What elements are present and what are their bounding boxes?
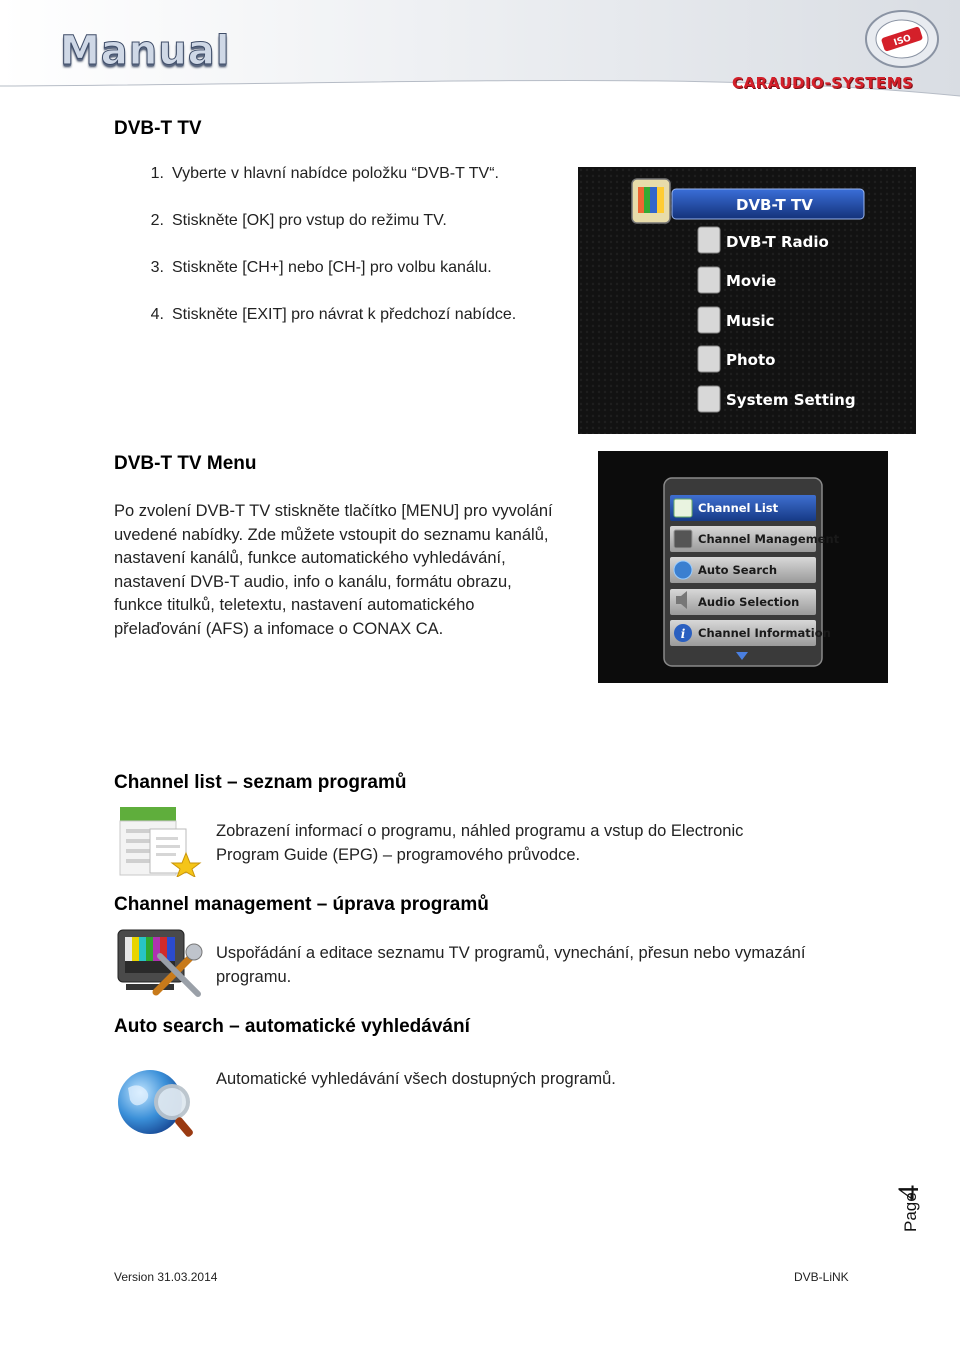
list-icon — [674, 499, 692, 517]
para-line: Zobrazení informací o programu, náhled programu a vstup do Electronic — [216, 822, 744, 840]
step-text: Stiskněte [CH+] nebo [CH-] pro volbu kanálu. — [172, 259, 492, 276]
step-number: 2. — [150, 212, 164, 229]
footer-product: DVB-LiNK — [794, 1270, 849, 1284]
section-heading-channel-list: Channel list – seznam programů — [114, 772, 407, 793]
para-line: programu. — [216, 967, 292, 986]
auto-search-text — [216, 1068, 856, 1092]
step-number: 3. — [150, 259, 164, 276]
music-icon — [698, 307, 720, 333]
channel-management-text — [216, 942, 876, 989]
tv-icon — [632, 179, 670, 223]
tv-menu-screenshot — [598, 451, 888, 683]
channel-list-icon — [116, 805, 202, 877]
brand-name: CARAUDIO-SYSTEMS — [732, 74, 914, 92]
footer-version: Version 31.03.2014 — [114, 1270, 218, 1284]
step-number: 1. — [150, 165, 164, 182]
menu-item-channel-management: Channel Management — [698, 532, 840, 546]
iso-seal-icon — [862, 8, 942, 70]
manual-logo: Manual — [60, 28, 231, 74]
list-item — [114, 165, 574, 212]
menu-item-auto-search: Auto Search — [698, 563, 778, 577]
para-line: Po zvolení DVB-T TV stiskněte tlačítko [MENU] pro vyvolání — [114, 502, 553, 520]
para-line: Program Guide (EPG) – programového průvodce. — [216, 845, 581, 864]
list-item — [114, 306, 574, 353]
radio-icon — [698, 227, 720, 253]
page-number: 4 — [892, 1185, 925, 1200]
section-heading-tv-menu: DVB-T TV Menu — [114, 453, 257, 474]
main-menu-screenshot — [578, 167, 916, 434]
menu-item-audio-selection: Audio Selection — [698, 595, 800, 609]
movie-icon — [698, 267, 720, 293]
menu-item-system-setting: System Setting — [726, 391, 856, 409]
section-heading-channel-management: Channel management – úprava programů — [114, 894, 489, 915]
step-text: Stiskněte [OK] pro vstup do režimu TV. — [172, 212, 447, 229]
section-heading-auto-search: Auto search – automatické vyhledávání — [114, 1016, 470, 1037]
step-text: Stiskněte [EXIT] pro návrat k předchozí nabídce. — [172, 306, 517, 323]
menu-item-channel-information: Channel Information — [698, 626, 831, 640]
para-line: nastavení kanálů, funkce automatického vyhledávání, — [114, 549, 506, 567]
settings-icon — [698, 386, 720, 412]
svg-text:ISO: ISO — [892, 33, 913, 49]
menu-item-music: Music — [726, 312, 775, 330]
menu-item-dvbt-tv: DVB-T TV — [736, 196, 813, 214]
photo-icon — [698, 346, 720, 372]
para-line: nastavení DVB-T audio, info o kanálu, formátu obrazu, — [114, 572, 512, 591]
svg-text:i: i — [680, 627, 686, 641]
list-item — [114, 259, 574, 306]
para-line: uvedené nabídky. Zde můžete vstoupit do seznamu kanálů, — [114, 525, 549, 544]
para-line: přelaďování (AFS) a infomace o CONAX CA. — [114, 619, 444, 638]
tools-icon — [674, 530, 692, 548]
menu-item-dvbt-radio: DVB-T Radio — [726, 233, 829, 251]
menu-item-movie: Movie — [726, 272, 777, 290]
channel-list-text — [216, 820, 856, 867]
menu-item-photo: Photo — [726, 351, 776, 369]
tv-menu-graphic — [598, 451, 888, 683]
step-number: 4. — [150, 306, 164, 323]
channel-management-icon — [116, 926, 204, 998]
tv-menu-paragraph — [114, 500, 594, 641]
section-heading-dvbt: DVB-T TV — [114, 118, 202, 139]
steps-list — [114, 165, 574, 353]
menu-item-channel-list: Channel List — [698, 501, 779, 515]
page-label: Page — [901, 1192, 920, 1232]
para-line: Uspořádání a editace seznamu TV programů, vynechání, přesun nebo vymazání — [216, 944, 806, 962]
list-item — [114, 212, 574, 259]
para-line: funkce titulků, teletextu, nastavení automatického — [114, 596, 475, 614]
para-line: Automatické vyhledávání všech dostupných programů. — [216, 1070, 616, 1088]
main-menu-graphic — [578, 167, 916, 434]
step-text: Vyberte v hlavní nabídce položku “DVB-T TV“. — [172, 165, 499, 182]
globe-icon — [674, 561, 692, 579]
auto-search-globe-icon — [114, 1066, 206, 1142]
page-number-vertical — [878, 1170, 938, 1240]
